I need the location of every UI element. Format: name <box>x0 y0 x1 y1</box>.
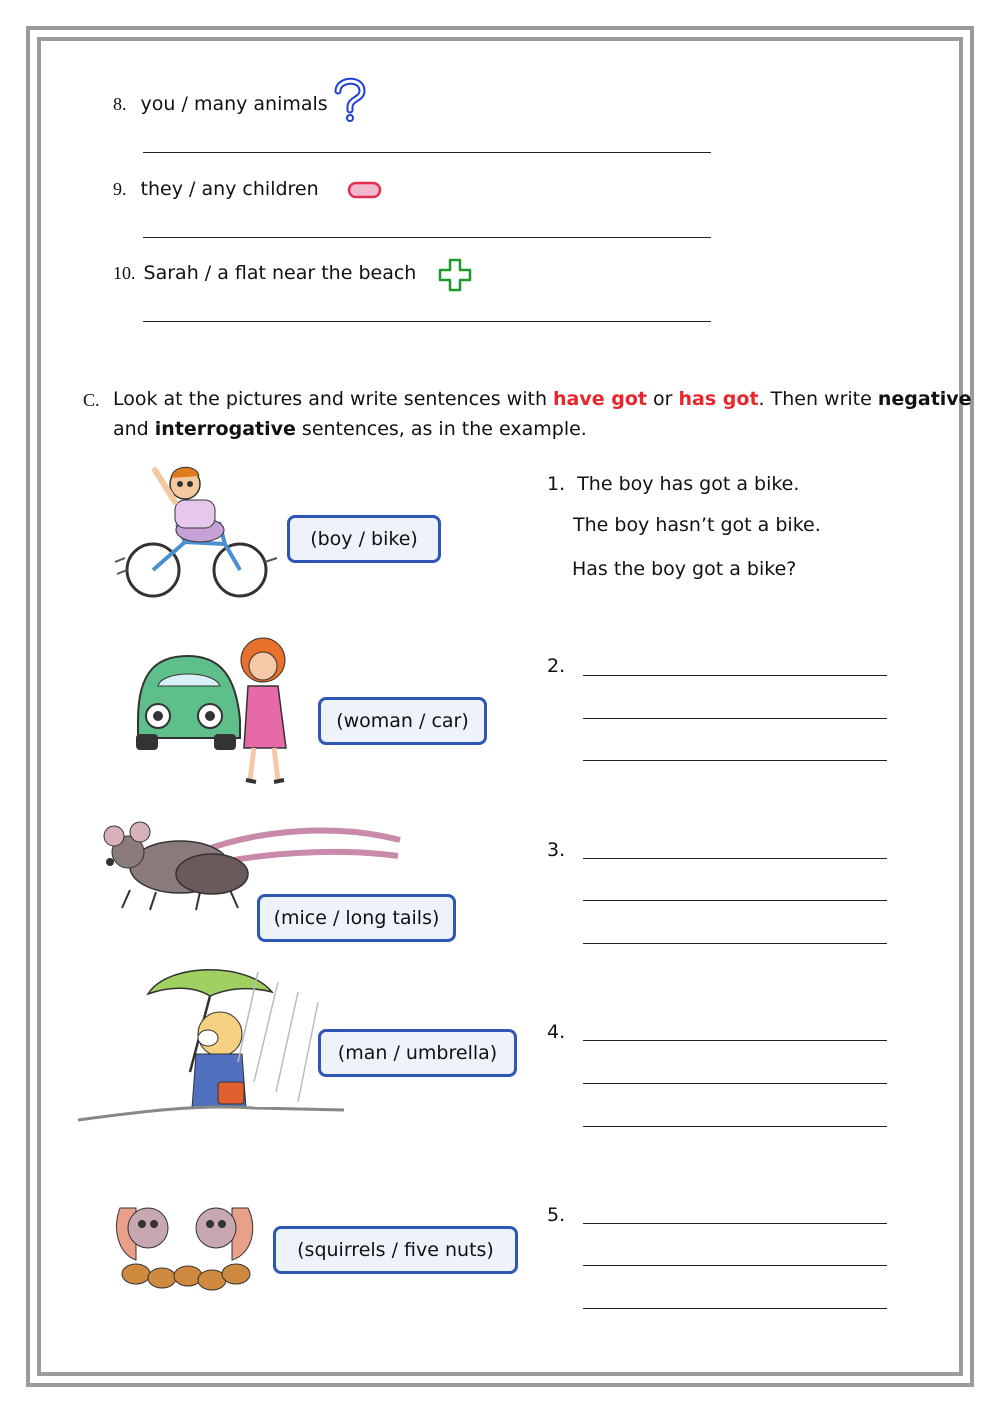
man-umbrella-illustration <box>78 962 348 1142</box>
answer-line-2a[interactable] <box>583 675 887 676</box>
item-3-number: 3. <box>547 839 566 861</box>
cue-box-squirrels-nuts: (squirrels / five nuts) <box>273 1226 518 1274</box>
cue-box-boy-bike: (boy / bike) <box>287 515 441 563</box>
answer-line-2b[interactable] <box>583 718 887 719</box>
cue-box-woman-car: (woman / car) <box>318 697 487 745</box>
plus-icon <box>438 258 472 292</box>
item-4-number: 4. <box>547 1021 566 1043</box>
answer-line-9[interactable] <box>143 237 711 238</box>
item-10: 10. Sarah / a flat near the beach <box>113 262 417 284</box>
answer-line-3a[interactable] <box>583 858 887 859</box>
answer-line-4c[interactable] <box>583 1126 887 1127</box>
example-question: Has the boy got a bike? <box>572 558 797 580</box>
item-5-number: 5. <box>547 1204 566 1226</box>
exercise-letter: C. <box>83 390 100 410</box>
answer-line-8[interactable] <box>143 152 711 153</box>
item-8: 8. you / many animals <box>113 93 328 115</box>
boy-bike-illustration <box>115 462 280 602</box>
answer-line-4b[interactable] <box>583 1083 887 1084</box>
example-affirmative: 1. The boy has got a bike. <box>547 473 800 495</box>
answer-line-5c[interactable] <box>583 1308 887 1309</box>
woman-car-illustration <box>128 630 308 788</box>
answer-line-2c[interactable] <box>583 760 887 761</box>
minus-icon <box>347 180 383 200</box>
answer-line-4a[interactable] <box>583 1040 887 1041</box>
squirrels-illustration <box>112 1188 257 1300</box>
cue-box-man-umbrella: (man / umbrella) <box>318 1029 517 1077</box>
cue-box-mice-tails: (mice / long tails) <box>257 894 456 942</box>
question-mark-icon <box>332 77 368 123</box>
answer-line-3c[interactable] <box>583 943 887 944</box>
item-2-number: 2. <box>547 655 566 677</box>
answer-line-10[interactable] <box>143 321 711 322</box>
answer-line-5b[interactable] <box>583 1265 887 1266</box>
instruction-line-1: Look at the pictures and write sentences with have got or has got. Then write negative <box>113 388 972 410</box>
example-negative: The boy hasn’t got a bike. <box>573 514 821 536</box>
answer-line-5a[interactable] <box>583 1223 887 1224</box>
answer-line-3b[interactable] <box>583 900 887 901</box>
item-9: 9. they / any children <box>113 178 319 200</box>
instruction-line-2: and interrogative sentences, as in the example. <box>113 418 587 440</box>
